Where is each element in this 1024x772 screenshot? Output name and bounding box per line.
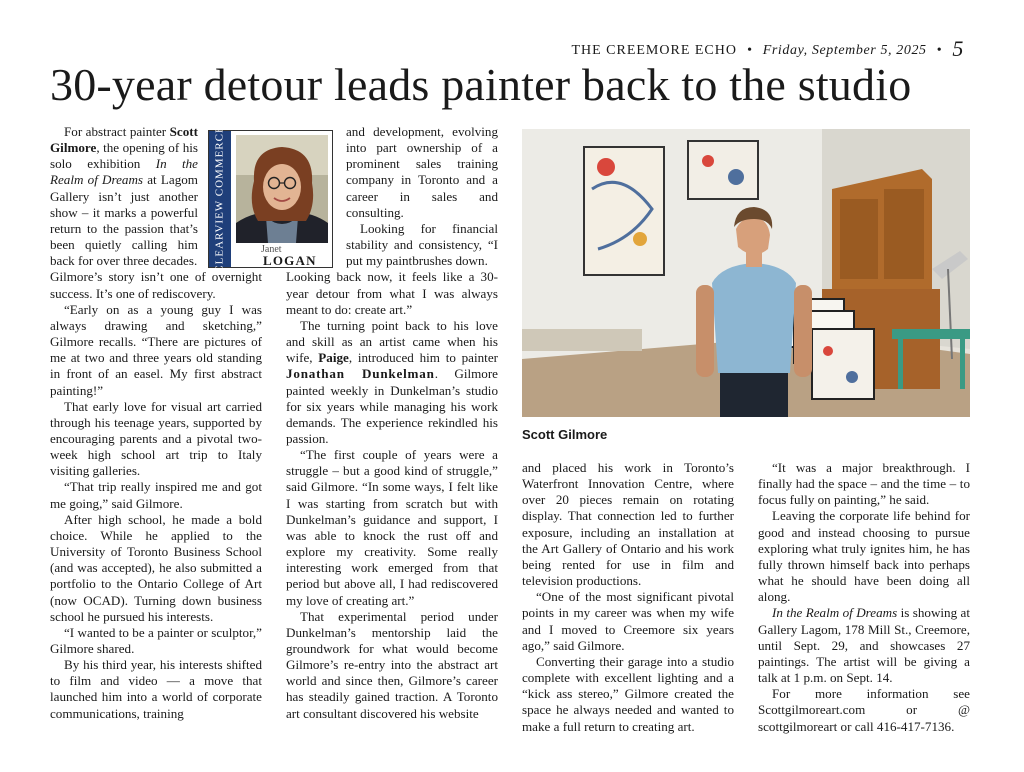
paragraph: Converting their garage into a studio complete with excellent lighting and a “kick ass stereo,” Gilmore created the space he always needed and wanted to make a full return to creating art. — [522, 653, 734, 734]
lede-text-a: For abstract painter — [64, 124, 170, 139]
page-number: 5 — [952, 36, 964, 61]
paragraph: “One of the most significant pivotal points in my career was when my wife and I moved to Creemore six years ago,” said Gilmore. — [522, 589, 734, 653]
exhibition-title: In the Realm of Dreams — [50, 156, 198, 188]
paragraph: That early love for visual art carried through his teenage years, supported by encouraging parents and a pivotal two-week high school art trip to Italy visiting galleries. — [50, 398, 262, 479]
paragraph-text: . Gilmore painted weekly in Dunkelman’s studio for six years while managing his work demands. The experience rekindled his passion. — [286, 366, 498, 446]
paragraph: “I wanted to be a painter or sculptor,” Gilmore shared. — [50, 624, 262, 656]
paragraph — [286, 318, 498, 447]
paragraph: By his third year, his interests shifted to film and video — a move that launched him into a world of corporate communications, training — [50, 657, 262, 721]
paragraph: Gilmore’s story isn’t one of overnight success. It’s one of rediscovery. — [50, 269, 262, 301]
paragraph: “That trip really inspired me and got me going,” said Gilmore. — [50, 479, 262, 511]
paragraph-lede — [50, 124, 198, 269]
paragraph: Looking for financial stability and consistency, “I put my paintbrushes down. — [346, 220, 498, 269]
lede-text-b: , the opening of his solo exhibition — [50, 140, 198, 172]
studio-photo — [522, 129, 970, 417]
section-label — [209, 125, 231, 273]
paragraph: “It was a major breakthrough. I finally had the space – and the time – to focus fully on painting,” he said. — [758, 460, 970, 508]
header-bullet-2: • — [936, 43, 943, 58]
paragraph-text: is showing at Gallery Lagom, 178 Mill St., Creemore, until Sept. 29, and showcases 27 paintings. The artist will be giving a talk at 1 p.m. on Sept. 14. — [758, 605, 970, 686]
subject-name: Scott Gilmore — [50, 124, 198, 156]
lede-text-c: at Lagom Gallery isn’t just another show – it marks a powerful return to the passion that’s been quietly calling him back for over three decades. — [50, 172, 198, 269]
contact-paragraph: For more information see Scottgilmoreart.com or @ scottgilmoreart or call 416-417-7136. — [758, 686, 970, 734]
article-column-2 — [286, 124, 498, 722]
paragraph: “The first couple of years were a struggle – but a good kind of struggle,” said Gilmore. “In some ways, I felt like I was starting from scratch but with Dunkelman’s guidance and support, I was able to knock the rust off and explore my creativity. Some really interesting work emerged from that period but above all, I had rediscovered my love of creating art.” — [286, 447, 498, 608]
header-bullet: • — [747, 43, 753, 58]
article-column-4 — [758, 460, 970, 735]
mentor-name: Jonathan Dunkelman — [286, 366, 435, 382]
paragraph: Looking back now, it feels like a 30-year detour from what I was always meant to do: create art.” — [286, 269, 498, 317]
paragraph: “Early on as a young guy I was always drawing and sketching,” Gilmore recalls. “There are pictures of me at two and three years old standing in front of an easel. My first abstract painting!” — [50, 301, 262, 398]
paragraph-text: The turning point back to his love and skill as an artist came when his wife, — [286, 317, 498, 366]
paragraph — [758, 605, 970, 686]
columnist-last-name: LOGAN — [263, 253, 317, 268]
publication-name: THE CREEMORE ECHO — [571, 43, 737, 58]
headline: 30-year detour leads painter back to the studio — [50, 59, 912, 110]
paragraph: That experimental period under Dunkelman’s mentorship laid the groundwork for what would become Gilmore’s re-entry into the abstract art world and since then, Gilmore’s career has steadily gained traction. A Toronto art consultant discovered his website — [286, 608, 498, 721]
paragraph: and placed his work in Toronto’s Waterfront Innovation Centre, where over 20 pieces remain on rotating display. That connection led to further exposure, including an installation at the Art Gallery of Ontario and his work being rented for use in film and television productions. — [522, 460, 734, 589]
columnist-first-name: Janet — [261, 244, 282, 255]
wife-name: Paige — [318, 350, 349, 366]
paragraph-text: , introduced him to painter — [348, 350, 498, 366]
photo-caption: Scott Gilmore — [522, 427, 608, 442]
paragraph: Leaving the corporate life behind for good and instead choosing to pursue exploring what truly ignites him, he has fully thrown himself back into perhaps what he should have been doing all along. — [758, 508, 970, 605]
section-label-text: CLEARVIEW COMMERCE — [214, 125, 227, 273]
paragraph: and development, evolving into part ownership of a prominent sales training company in Toronto and a career in sales and consulting. — [346, 124, 498, 220]
issue-date: Friday, September 5, 2025 — [762, 43, 927, 58]
exhibition-title: In the Realm of Dreams — [772, 605, 898, 621]
article-column-3 — [522, 460, 734, 735]
paragraph: After high school, he made a bold choice. While he applied to the University of Toronto Business School (and was accepted), he also submitted a portfolio to the Ontario College of Art (now OCAD). Turning down business school he pursued his interests. — [50, 511, 262, 624]
